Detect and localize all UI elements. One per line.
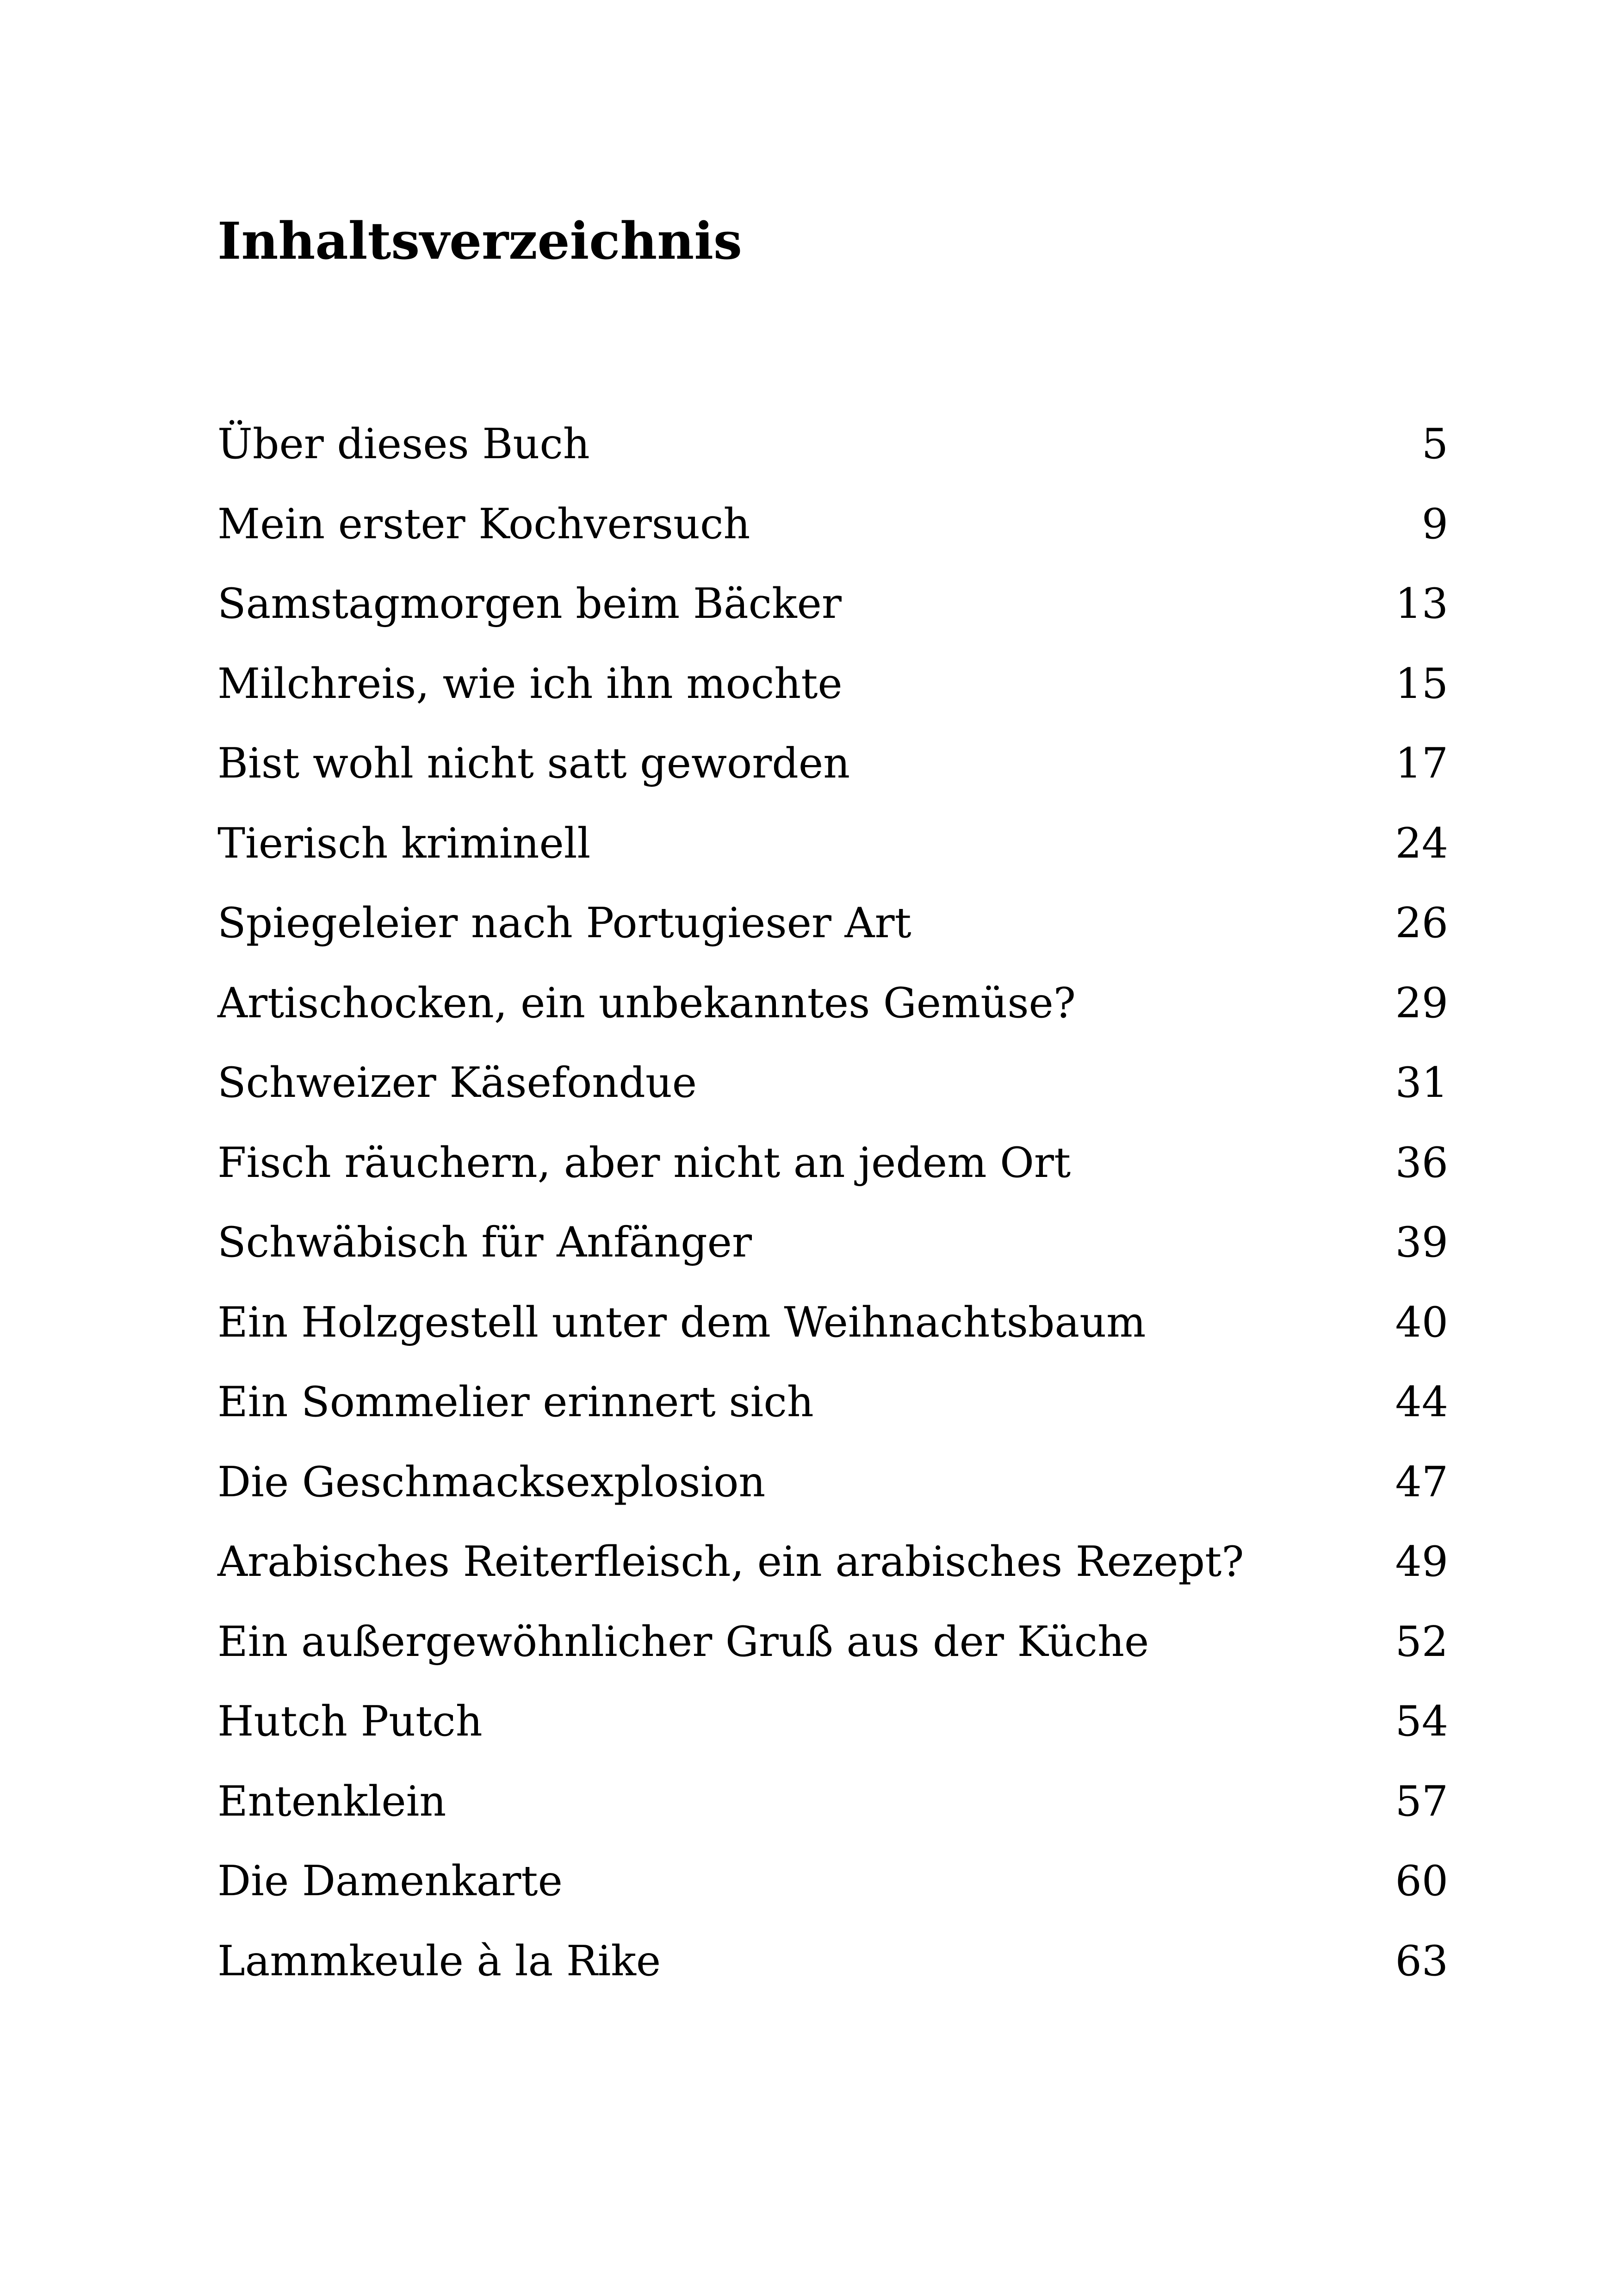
page-title: Inhaltsverzeichnis xyxy=(217,211,742,271)
toc-entry-page-number: 9 xyxy=(1421,499,1448,548)
toc-entry-title: Die Damenkarte xyxy=(217,1857,563,1905)
toc-entry xyxy=(217,1218,1448,1302)
toc-entry xyxy=(217,659,1448,743)
toc-entry-title: Über dieses Buch xyxy=(217,420,590,468)
toc-entry-page-number: 5 xyxy=(1421,420,1448,468)
toc-entry-page-number: 40 xyxy=(1395,1298,1448,1347)
toc-entry-title: Ein außergewöhnlicher Gruß aus der Küche xyxy=(217,1617,1149,1666)
toc-entry-title: Tierisch kriminell xyxy=(217,819,591,868)
toc-entry-title: Arabisches Reiterfleisch, ein arabisches Rezept? xyxy=(217,1537,1244,1586)
toc-entry-title: Milchreis, wie ich ihn mochte xyxy=(217,659,843,708)
toc-entry xyxy=(217,819,1448,903)
toc-entry-page-number: 24 xyxy=(1395,819,1448,868)
toc-entry xyxy=(217,1697,1448,1781)
table-of-contents xyxy=(217,420,1448,2020)
toc-entry xyxy=(217,579,1448,663)
toc-entry-title: Mein erster Kochversuch xyxy=(217,499,750,548)
toc-entry-page-number: 31 xyxy=(1395,1058,1448,1107)
toc-entry-title: Samstagmorgen beim Bäcker xyxy=(217,579,842,628)
toc-entry xyxy=(217,1777,1448,1861)
toc-entry xyxy=(217,1058,1448,1142)
toc-entry-page-number: 47 xyxy=(1395,1457,1448,1506)
toc-entry xyxy=(217,1378,1448,1462)
toc-entry-title: Ein Sommelier erinnert sich xyxy=(217,1378,814,1426)
toc-entry-page-number: 17 xyxy=(1395,739,1448,788)
toc-entry xyxy=(217,499,1448,584)
toc-entry-title: Spiegeleier nach Portugieser Art xyxy=(217,899,911,947)
toc-entry xyxy=(217,1298,1448,1382)
toc-entry xyxy=(217,420,1448,504)
toc-entry-title: Schweizer Käsefondue xyxy=(217,1058,697,1107)
toc-entry-title: Schwäbisch für Anfänger xyxy=(217,1218,752,1267)
toc-entry-title: Artischocken, ein unbekanntes Gemüse? xyxy=(217,978,1076,1027)
toc-entry-page-number: 13 xyxy=(1395,579,1448,628)
toc-entry xyxy=(217,1138,1448,1222)
toc-entry-page-number: 15 xyxy=(1395,659,1448,708)
toc-entry xyxy=(217,1617,1448,1701)
toc-entry-title: Bist wohl nicht satt geworden xyxy=(217,739,850,788)
toc-entry-page-number: 29 xyxy=(1395,978,1448,1027)
toc-entry-page-number: 44 xyxy=(1395,1378,1448,1426)
toc-entry-page-number: 49 xyxy=(1395,1537,1448,1586)
toc-entry xyxy=(217,1537,1448,1621)
toc-entry-page-number: 39 xyxy=(1395,1218,1448,1267)
toc-entry-page-number: 63 xyxy=(1395,1936,1448,1985)
toc-entry-page-number: 36 xyxy=(1395,1138,1448,1187)
toc-entry xyxy=(217,978,1448,1063)
toc-entry-title: Lammkeule à la Rike xyxy=(217,1936,661,1985)
toc-entry-title: Ein Holzgestell unter dem Weihnachtsbaum xyxy=(217,1298,1146,1347)
toc-entry-page-number: 60 xyxy=(1395,1857,1448,1905)
toc-entry-page-number: 26 xyxy=(1395,899,1448,947)
toc-entry-page-number: 52 xyxy=(1395,1617,1448,1666)
toc-entry xyxy=(217,1857,1448,1941)
toc-entry xyxy=(217,1936,1448,2021)
toc-entry-title: Hutch Putch xyxy=(217,1697,483,1746)
toc-entry xyxy=(217,899,1448,983)
toc-entry-title: Die Geschmacksexplosion xyxy=(217,1457,766,1506)
toc-entry xyxy=(217,1457,1448,1542)
toc-entry-page-number: 57 xyxy=(1395,1777,1448,1826)
toc-entry xyxy=(217,739,1448,823)
toc-entry-page-number: 54 xyxy=(1395,1697,1448,1746)
toc-entry-title: Fisch räuchern, aber nicht an jedem Ort xyxy=(217,1138,1071,1187)
toc-entry-title: Entenklein xyxy=(217,1777,446,1826)
